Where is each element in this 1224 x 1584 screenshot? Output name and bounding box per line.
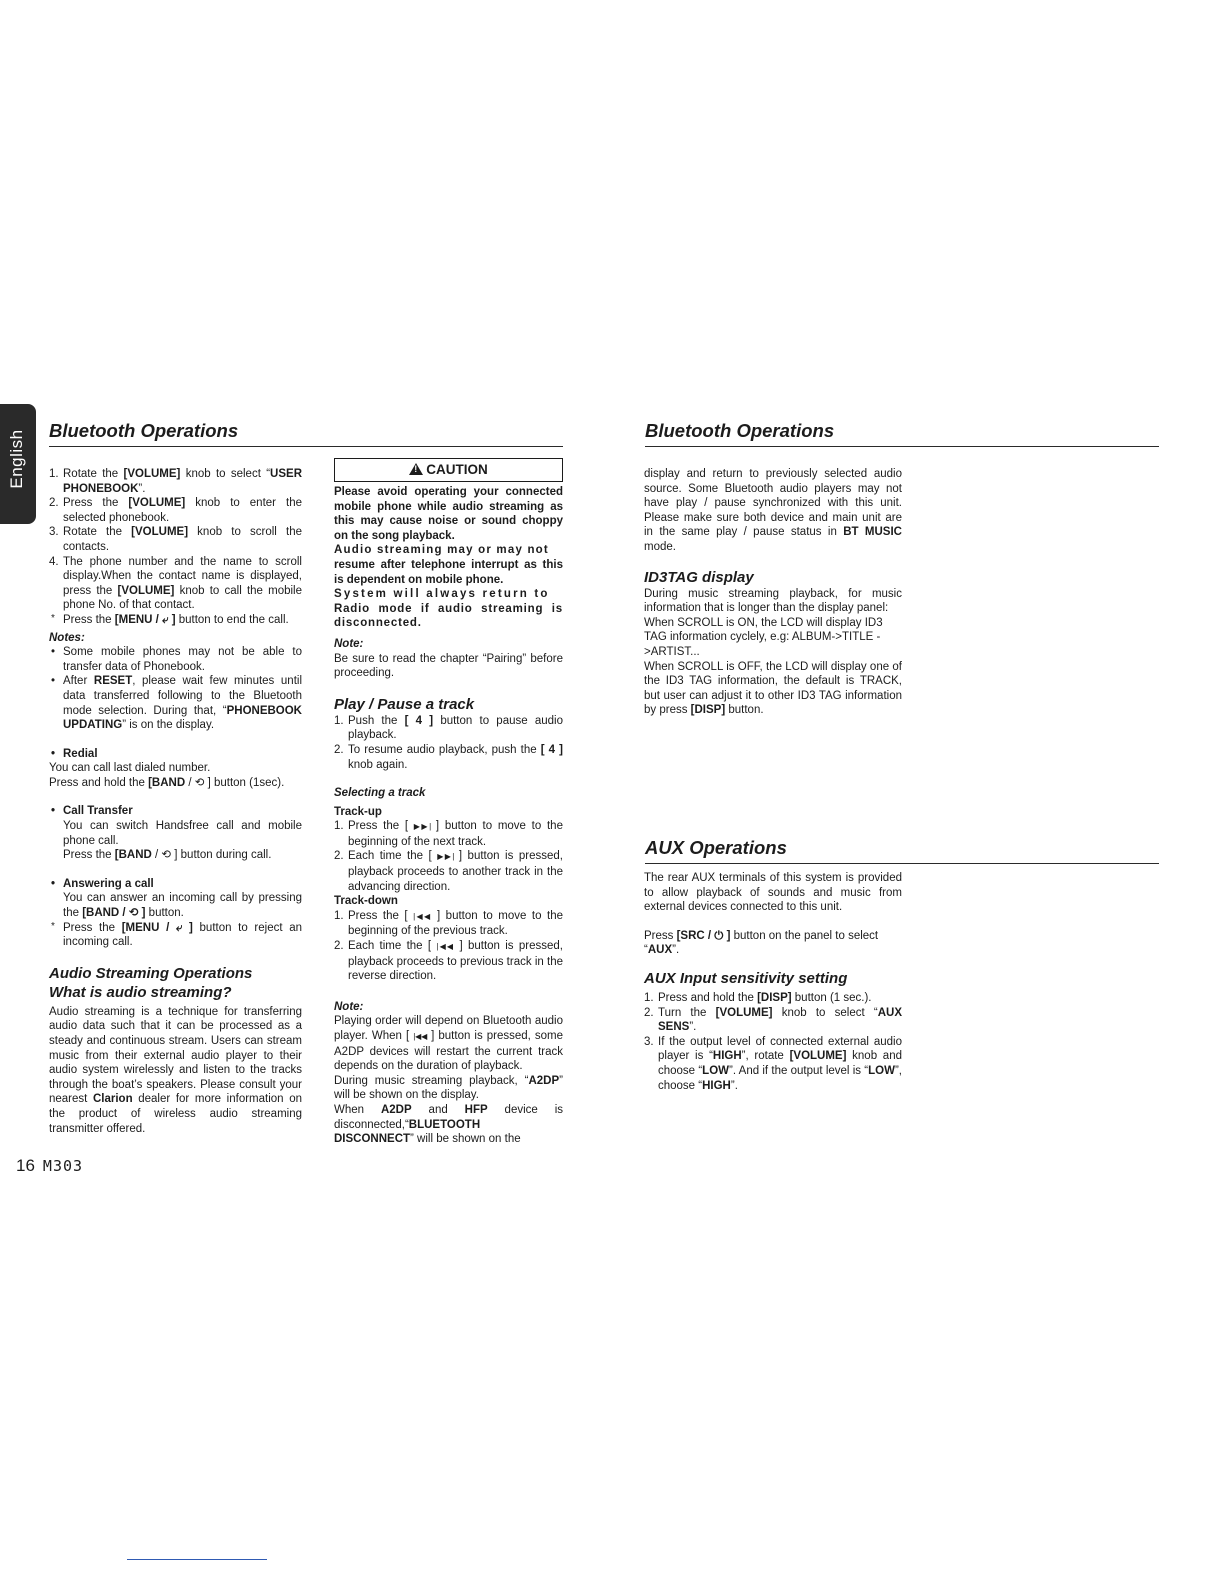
track-up-heading: Track-up: [334, 805, 382, 818]
note2-text-a: Playing order will depend on Bluetooth audio player. When [ |◀◀ ] button is pressed, some A2DP devices will restart the current track depends on the duration of playback.: [334, 1015, 563, 1073]
link-underline: [127, 1559, 267, 1560]
track-down-steps: 1. Press the [ |◀◀ ] button to move to the beginning of the previous track. 2. Each time the [ |◀◀ ] button is pressed, playback proceeds to previous track in the reverse direction.: [334, 909, 563, 983]
caution-text-3b: Radio mode if audio streaming is disconnected.: [334, 602, 563, 630]
caution-text-3a: System will always return to: [334, 588, 550, 601]
aux-sensitivity-heading: AUX Input sensitivity setting: [644, 969, 848, 987]
id3tag-heading: ID3TAG display: [644, 568, 754, 586]
step-4: 4. The phone number and the name to scroll display.When the contact name is displayed, press the [VOLUME] knob to call the mobile phone No. of that contact.: [49, 555, 303, 612]
section-title-aux: AUX Operations: [645, 837, 1159, 864]
reject-call-note: * Press the [MENU / ⤶ ] button to reject an incoming call.: [51, 920, 302, 949]
track-down-heading: Track-down: [334, 895, 398, 908]
redial-heading: • Redial: [51, 747, 98, 760]
audio-streaming-heading: Audio Streaming Operations: [49, 964, 253, 982]
prev-track-icon: |◀◀: [436, 942, 455, 952]
phonebook-steps: [49, 467, 302, 613]
answer-call-text: You can answer an incoming call by pressing the [BAND / ⟲ ] button.: [63, 892, 302, 920]
prev-track-icon: |◀◀: [413, 1032, 428, 1041]
redial-text: You can call last dialed number.: [49, 762, 211, 775]
id3tag-text-3: When SCROLL is OFF, the LCD will display one of the ID3 TAG information, the default is TRACK, but user can adjust it to other ID3 TAG information by press [DISP] button.: [644, 660, 902, 717]
page-footer: [16, 1155, 83, 1177]
id3tag-text-1: During music streaming playback, for music information that is longer than the display panel:: [644, 587, 902, 615]
caution-box: !CAUTION: [334, 458, 563, 482]
step-3: 3. Rotate the [VOLUME] knob to scroll the contacts.: [49, 526, 302, 553]
bt-continued-text: display and return to previously selected audio source. Some Bluetooth audio players may not have play / pause synchronized with this unit. Please make sure both device and main unit are in the same play / pause status in BT MUSIC mode.: [644, 468, 902, 553]
aux-text-2: Press [SRC / ⏻ ] button on the panel to select “AUX”.: [644, 929, 879, 957]
prev-track-icon: |◀◀: [413, 911, 432, 921]
caution-text-1: Please avoid operating your connected mobile phone while audio streaming as this may cause noise or sound choppy on the song playback.: [334, 486, 563, 542]
caution-text-2b: resume after telephone interrupt as this is dependent on mobile phone.: [334, 558, 563, 586]
note2-label: Note:: [334, 1000, 364, 1013]
selecting-track-heading: Selecting a track: [334, 787, 426, 800]
section-title-bluetooth-left: Bluetooth Operations: [49, 420, 563, 447]
warning-icon: [409, 463, 423, 475]
next-track-icon: ▶▶|: [413, 822, 431, 832]
page-number: 16: [16, 1156, 35, 1175]
section-title-bluetooth-right: Bluetooth Operations: [645, 420, 1159, 447]
call-transfer-instruction: Press the [BAND / ⟲ ] button during call.: [63, 849, 272, 862]
note-text: Be sure to read the chapter “Pairing” before proceeding.: [334, 652, 563, 680]
language-tab: [0, 404, 36, 524]
column-3-aux: [644, 871, 902, 1093]
call-transfer-heading: • Call Transfer: [51, 805, 133, 818]
note-phonebook: • Some mobile phones may not be able to transfer data of Phonebook.: [51, 646, 302, 673]
notes-label: Notes:: [49, 631, 85, 644]
answer-call-heading: • Answering a call: [51, 877, 154, 890]
what-is-streaming-heading: What is audio streaming?: [49, 983, 232, 1001]
call-transfer-text: You can switch Handsfree call and mobile phone call.: [63, 820, 302, 847]
audio-streaming-text: Audio streaming is a technique for transferring audio data such that it can be processed as a steady and continuous stream. Users can stream music from their external audio player to their audio system wirelessly and listen to the tracks through the boat’s speakers. Please consult your nearest Clarion dealer for more information on the product of wireless audio streaming transmitter offered.: [49, 1005, 302, 1135]
play-pause-heading: Play / Pause a track: [334, 695, 475, 713]
redial-instruction: Press and hold the [BAND / ⟲ ] button (1sec).: [49, 776, 285, 789]
model-name: M303: [42, 1157, 84, 1175]
note-label: Note:: [334, 637, 364, 650]
step-1: 1. Rotate the [VOLUME] knob to select “USER PHONEBOOK”.: [49, 468, 302, 495]
step-2: 2. Press the [VOLUME] knob to enter the selected phonebook.: [49, 497, 302, 524]
aux-sensitivity-steps: 1. Press and hold the [DISP] button (1 sec.). 2. Turn the [VOLUME] knob to select “AUX SENS”. 3. If the output level of connected external audio player is “HIGH”, rotate [VOLUME] knob and choose “LOW”. And if the output level is “LOW”, choose “HIGH”.: [644, 991, 902, 1092]
aux-text-1: The rear AUX terminals of this system is provided to allow playback of sounds and music from external devices connected to this unit.: [644, 872, 902, 914]
note-reset: • After RESET, please wait few minutes until data transferred following to the Bluetooth mode selection. During that, “PHONEBOOK UPDATING” is on the display.: [51, 675, 302, 732]
next-track-icon: ▶▶|: [437, 852, 454, 862]
id3tag-text-2: When SCROLL is ON, the LCD will display ID3 TAG information cyclely, e.g: ALBUM->TITLE ->ARTIST...: [644, 616, 883, 658]
play-pause-steps: 1. Push the [ 4 ] button to pause audio playback. 2. To resume audio playback, push the [ 4 ] knob again.: [334, 714, 563, 771]
language-tab-label: English: [7, 429, 26, 489]
column-3: [644, 467, 902, 718]
note2-text-b: During music streaming playback, “A2DP” will be shown on the display.: [334, 1074, 563, 1102]
end-call-note: * Press the [MENU / ⤶ ] button to end the call.: [51, 612, 289, 626]
column-1: [49, 467, 302, 1136]
note2-text-c: When A2DP and HFP device is disconnected,“BLUETOOTH DISCONNECT” will be shown on the: [334, 1103, 563, 1146]
track-up-steps: 1. Press the [ ▶▶| ] button to move to the beginning of the next track. 2. Each time the [ ▶▶| ] button is pressed, playback proceeds to another track in the advancing direction.: [334, 820, 563, 893]
column-2: [334, 458, 563, 1147]
caution-text-2a: Audio streaming may or may not: [334, 544, 549, 557]
